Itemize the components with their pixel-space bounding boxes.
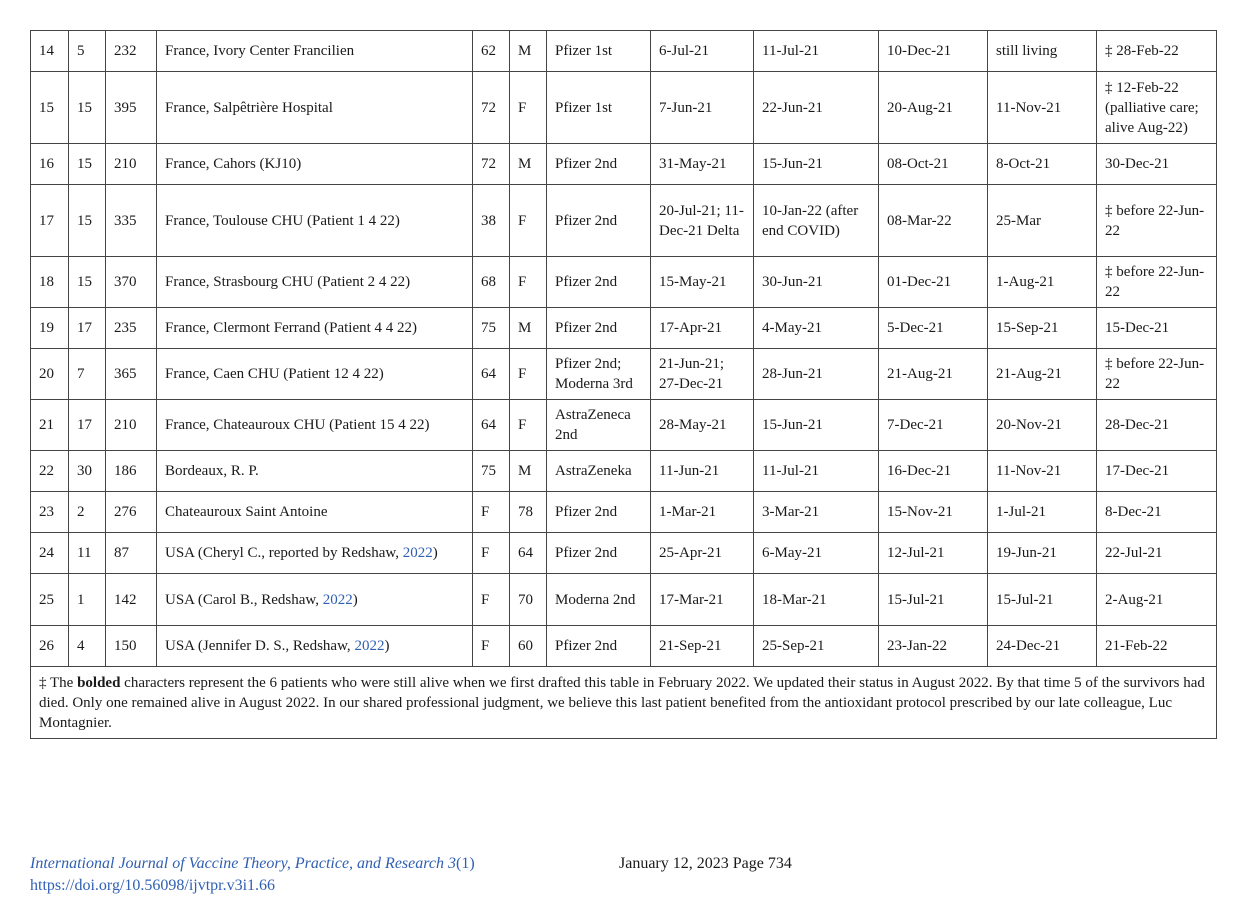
table-row <box>31 144 1217 185</box>
cell-vaccine: Pfizer 2nd <box>547 144 651 185</box>
cell-vaccine: AstraZeneka <box>547 451 651 492</box>
cell-location: France, Toulouse CHU (Patient 1 4 22) <box>157 185 473 257</box>
cell-date1: 21-Jun-21; 27-Dec-21 <box>651 349 754 400</box>
cell-location <box>157 574 473 626</box>
cell-vaccine: Moderna 2nd <box>547 574 651 626</box>
cell-date2: 6-May-21 <box>754 533 879 574</box>
cell-date1: 17-Apr-21 <box>651 308 754 349</box>
table-row <box>31 533 1217 574</box>
patient-table <box>30 30 1217 739</box>
table-row <box>31 492 1217 533</box>
location-close: ) <box>384 638 390 654</box>
table-row <box>31 349 1217 400</box>
cell-date3: 10-Dec-21 <box>879 31 988 72</box>
cell-col3: 186 <box>106 451 157 492</box>
row-number: 20 <box>31 349 69 400</box>
cell-date4: 1-Jul-21 <box>988 492 1097 533</box>
cell-date3: 16-Dec-21 <box>879 451 988 492</box>
cell-col5: F <box>473 626 510 667</box>
table-row <box>31 72 1217 144</box>
cell-date2: 4-May-21 <box>754 308 879 349</box>
table-row <box>31 257 1217 308</box>
cell-date4: 1-Aug-21 <box>988 257 1097 308</box>
cell-col2: 11 <box>69 533 106 574</box>
cell-col6: M <box>510 308 547 349</box>
cell-date1: 1-Mar-21 <box>651 492 754 533</box>
cell-col6: M <box>510 451 547 492</box>
cell-location: France, Clermont Ferrand (Patient 4 4 22) <box>157 308 473 349</box>
cell-date4: 11-Nov-21 <box>988 451 1097 492</box>
cell-outcome: ‡ before 22-Jun-22 <box>1097 349 1217 400</box>
cell-date3: 08-Oct-21 <box>879 144 988 185</box>
cell-outcome: 8-Dec-21 <box>1097 492 1217 533</box>
row-number: 15 <box>31 72 69 144</box>
cell-date1: 6-Jul-21 <box>651 31 754 72</box>
cell-col6: F <box>510 349 547 400</box>
row-number: 18 <box>31 257 69 308</box>
cell-col3: 232 <box>106 31 157 72</box>
cell-col2: 15 <box>69 185 106 257</box>
cell-date2: 15-Jun-21 <box>754 400 879 451</box>
row-number: 16 <box>31 144 69 185</box>
cell-outcome: 21-Feb-22 <box>1097 626 1217 667</box>
row-number: 26 <box>31 626 69 667</box>
table-row <box>31 451 1217 492</box>
cell-col3: 276 <box>106 492 157 533</box>
cell-date4: 24-Dec-21 <box>988 626 1097 667</box>
location-close: ) <box>352 591 358 608</box>
cell-location: France, Caen CHU (Patient 12 4 22) <box>157 349 473 400</box>
cell-col6: 78 <box>510 492 547 533</box>
row-number: 21 <box>31 400 69 451</box>
table-row <box>31 185 1217 257</box>
cell-date3: 23-Jan-22 <box>879 626 988 667</box>
row-number: 19 <box>31 308 69 349</box>
cell-col5: 75 <box>473 451 510 492</box>
cell-date2: 22-Jun-21 <box>754 72 879 144</box>
cell-date2: 3-Mar-21 <box>754 492 879 533</box>
cell-col6: 70 <box>510 574 547 626</box>
row-number: 25 <box>31 574 69 626</box>
cell-date1: 28-May-21 <box>651 400 754 451</box>
cell-date4: 21-Aug-21 <box>988 349 1097 400</box>
cell-date4: 11-Nov-21 <box>988 72 1097 144</box>
cell-vaccine: Pfizer 2nd <box>547 185 651 257</box>
cell-col5: 64 <box>473 349 510 400</box>
table-row <box>31 574 1217 626</box>
cell-col6: 60 <box>510 626 547 667</box>
cell-location <box>157 626 473 667</box>
cell-col2: 1 <box>69 574 106 626</box>
table-row <box>31 31 1217 72</box>
cell-col3: 87 <box>106 533 157 574</box>
cell-col6: M <box>510 31 547 72</box>
cell-date3: 15-Nov-21 <box>879 492 988 533</box>
cell-date3: 12-Jul-21 <box>879 533 988 574</box>
cell-location: France, Chateauroux CHU (Patient 15 4 22) <box>157 400 473 451</box>
location-close: ) <box>432 545 438 561</box>
table-row <box>31 308 1217 349</box>
row-number: 14 <box>31 31 69 72</box>
table-row <box>31 400 1217 451</box>
footnote-dagger-text: ‡ The <box>39 674 78 691</box>
location-text: USA (Cheryl C., reported by Redshaw, <box>165 545 403 561</box>
cell-col6: M <box>510 144 547 185</box>
cell-col2: 15 <box>69 257 106 308</box>
cell-date3: 08-Mar-22 <box>879 185 988 257</box>
cell-date1: 11-Jun-21 <box>651 451 754 492</box>
cell-date2: 30-Jun-21 <box>754 257 879 308</box>
row-number: 17 <box>31 185 69 257</box>
cell-location: France, Strasbourg CHU (Patient 2 4 22) <box>157 257 473 308</box>
cell-col5: F <box>473 533 510 574</box>
cell-col2: 17 <box>69 400 106 451</box>
cell-col5: 68 <box>473 257 510 308</box>
row-number: 22 <box>31 451 69 492</box>
cell-col5: F <box>473 492 510 533</box>
cell-col2: 17 <box>69 308 106 349</box>
cell-col5: 72 <box>473 72 510 144</box>
footnote-bold-word: bolded <box>77 674 121 691</box>
cell-col5: 64 <box>473 400 510 451</box>
cell-outcome: 28-Dec-21 <box>1097 400 1217 451</box>
cell-date4: 20-Nov-21 <box>988 400 1097 451</box>
cell-col6: F <box>510 257 547 308</box>
cell-col2: 15 <box>69 72 106 144</box>
reference-link[interactable]: 2022 <box>322 591 353 608</box>
cell-outcome: 30-Dec-21 <box>1097 144 1217 185</box>
cell-vaccine: Pfizer 2nd <box>547 492 651 533</box>
cell-col5: 75 <box>473 308 510 349</box>
date-page: January 12, 2023 Page 734 <box>619 855 792 872</box>
reference-link[interactable]: 2022 <box>402 545 433 561</box>
cell-date2: 18-Mar-21 <box>754 574 879 626</box>
cell-date3: 20-Aug-21 <box>879 72 988 144</box>
cell-col6: 64 <box>510 533 547 574</box>
cell-col3: 210 <box>106 144 157 185</box>
cell-date3: 21-Aug-21 <box>879 349 988 400</box>
journal-citation <box>30 853 475 897</box>
cell-outcome: 17-Dec-21 <box>1097 451 1217 492</box>
cell-date4: 25-Mar <box>988 185 1097 257</box>
cell-date3: 15-Jul-21 <box>879 574 988 626</box>
cell-col3: 235 <box>106 308 157 349</box>
cell-outcome: 22-Jul-21 <box>1097 533 1217 574</box>
cell-outcome: 15-Dec-21 <box>1097 308 1217 349</box>
cell-col5: F <box>473 574 510 626</box>
cell-location: Bordeaux, R. P. <box>157 451 473 492</box>
cell-date4: 19-Jun-21 <box>988 533 1097 574</box>
cell-vaccine: Pfizer 1st <box>547 31 651 72</box>
cell-date4: 15-Sep-21 <box>988 308 1097 349</box>
cell-col2: 30 <box>69 451 106 492</box>
cell-outcome: ‡ before 22-Jun-22 <box>1097 185 1217 257</box>
cell-date3: 5-Dec-21 <box>879 308 988 349</box>
journal-link[interactable] <box>30 853 475 875</box>
table-row <box>31 626 1217 667</box>
cell-date1: 17-Mar-21 <box>651 574 754 626</box>
cell-col2: 15 <box>69 144 106 185</box>
cell-date1: 15-May-21 <box>651 257 754 308</box>
cell-vaccine: Pfizer 2nd <box>547 533 651 574</box>
cell-location: France, Cahors (KJ10) <box>157 144 473 185</box>
cell-col3: 210 <box>106 400 157 451</box>
cell-date2: 11-Jul-21 <box>754 31 879 72</box>
cell-date1: 21-Sep-21 <box>651 626 754 667</box>
cell-date2: 25-Sep-21 <box>754 626 879 667</box>
cell-col5: 72 <box>473 144 510 185</box>
cell-date4: 8-Oct-21 <box>988 144 1097 185</box>
cell-date1: 20-Jul-21; 11-Dec-21 Delta <box>651 185 754 257</box>
cell-col6: F <box>510 72 547 144</box>
cell-date2: 28-Jun-21 <box>754 349 879 400</box>
cell-date1: 7-Jun-21 <box>651 72 754 144</box>
cell-vaccine: Pfizer 2nd <box>547 257 651 308</box>
cell-vaccine: Pfizer 2nd; Moderna 3rd <box>547 349 651 400</box>
cell-date1: 25-Apr-21 <box>651 533 754 574</box>
cell-date3: 01-Dec-21 <box>879 257 988 308</box>
cell-date4: 15-Jul-21 <box>988 574 1097 626</box>
row-number: 24 <box>31 533 69 574</box>
row-number: 23 <box>31 492 69 533</box>
cell-col2: 2 <box>69 492 106 533</box>
cell-col3: 370 <box>106 257 157 308</box>
cell-col5: 62 <box>473 31 510 72</box>
cell-location: Chateauroux Saint Antoine <box>157 492 473 533</box>
cell-col3: 365 <box>106 349 157 400</box>
cell-outcome: 2-Aug-21 <box>1097 574 1217 626</box>
cell-col2: 4 <box>69 626 106 667</box>
journal-title[interactable]: International Journal of Vaccine Theory, Practice, and Research 3 <box>30 855 456 872</box>
cell-col6: F <box>510 400 547 451</box>
cell-vaccine: Pfizer 1st <box>547 72 651 144</box>
cell-vaccine: AstraZeneca 2nd <box>547 400 651 451</box>
cell-outcome: ‡ 12-Feb-22 (palliative care; alive Aug-22) <box>1097 72 1217 144</box>
cell-vaccine: Pfizer 2nd <box>547 626 651 667</box>
cell-date3: 7-Dec-21 <box>879 400 988 451</box>
cell-outcome: ‡ 28-Feb-22 <box>1097 31 1217 72</box>
doi-link[interactable]: https://doi.org/10.56098/ijvtpr.v3i1.66 <box>30 877 276 894</box>
cell-col6: F <box>510 185 547 257</box>
journal-issue[interactable]: (1) <box>455 855 475 872</box>
cell-outcome: ‡ before 22-Jun-22 <box>1097 257 1217 308</box>
footnote-text: characters represent the 6 patients who were still alive when we first drafted this table in February 2022. We updated their status in August 2022. By that time 5 of the survivors had died. Only one remained alive in August 2022. In our shared professional judgment, we believe this last patient benefited from the antioxidant protocol prescribed by our late colleague, Luc Montagnier. <box>39 674 1205 731</box>
cell-date2: 11-Jul-21 <box>754 451 879 492</box>
cell-date2: 15-Jun-21 <box>754 144 879 185</box>
cell-vaccine: Pfizer 2nd <box>547 308 651 349</box>
cell-col3: 150 <box>106 626 157 667</box>
cell-col3: 142 <box>106 574 157 626</box>
cell-date2: 10-Jan-22 (after end COVID) <box>754 185 879 257</box>
cell-location <box>157 533 473 574</box>
cell-col3: 335 <box>106 185 157 257</box>
cell-col5: 38 <box>473 185 510 257</box>
cell-col2: 5 <box>69 31 106 72</box>
cell-col2: 7 <box>69 349 106 400</box>
cell-col3: 395 <box>106 72 157 144</box>
cell-location: France, Salpêtrière Hospital <box>157 72 473 144</box>
location-text: USA (Carol B., Redshaw, <box>165 591 323 608</box>
footnote-row <box>31 667 1217 739</box>
footnote <box>31 667 1217 739</box>
cell-date1: 31-May-21 <box>651 144 754 185</box>
reference-link[interactable]: 2022 <box>354 638 385 654</box>
location-text: USA (Jennifer D. S., Redshaw, <box>165 638 355 654</box>
cell-date4: still living <box>988 31 1097 72</box>
cell-location: France, Ivory Center Francilien <box>157 31 473 72</box>
